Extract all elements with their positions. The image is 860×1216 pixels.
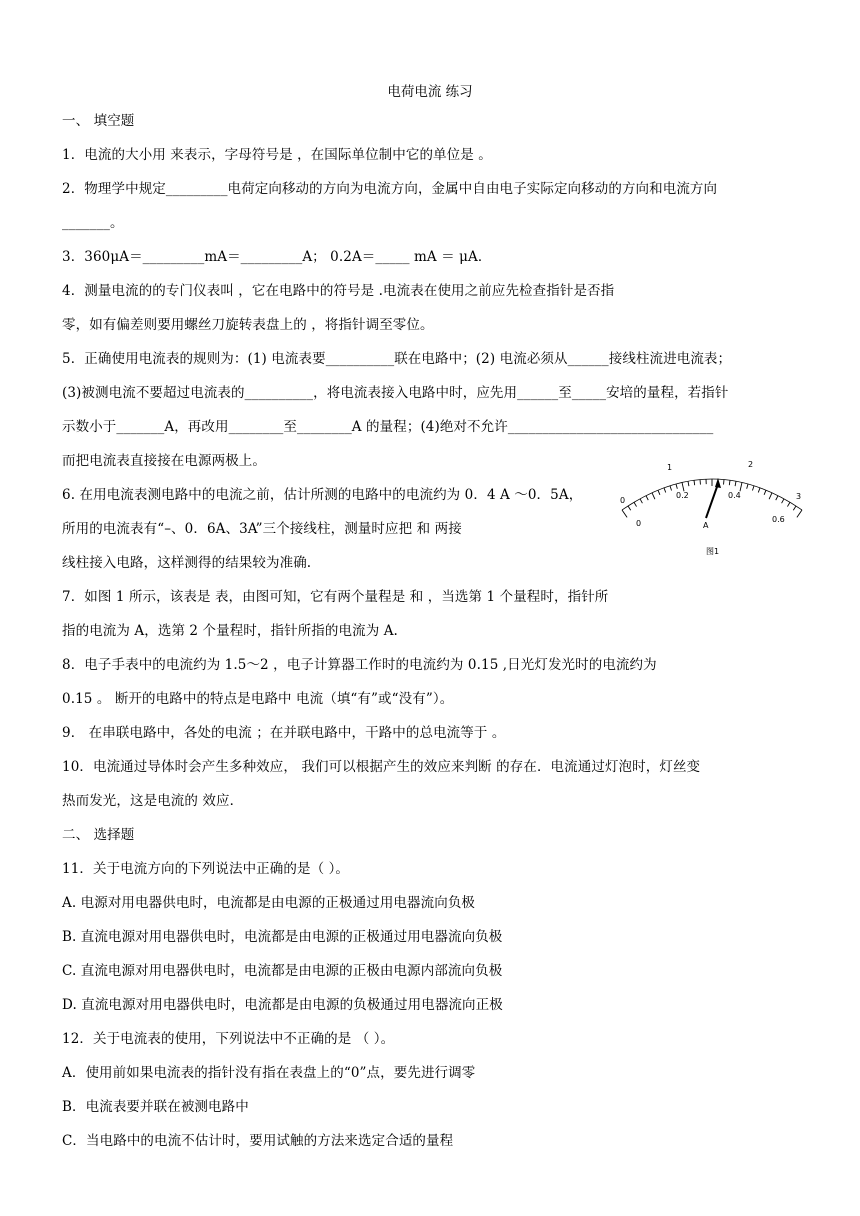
dial-tick (682, 482, 684, 491)
question-11-option-c: C. 直流电源对用电器供电时，电流都是由电源的正极由电源内部流向负极 (62, 963, 503, 979)
dial-tick (658, 490, 660, 495)
question-1: 1．电流的大小用 来表示，字母符号是 ，在国际单位制中它的单位是 。 (62, 147, 492, 163)
page-title: 电荷电流 练习 (387, 84, 473, 100)
question-10-line-1: 10．电流通过导体时会产生多种效应， 我们可以根据产生的效应来判断 的存在．电流通过灯泡时，灯丝变 (62, 759, 701, 775)
dial-tick (758, 488, 760, 493)
dial-tick (664, 488, 666, 493)
dial-tick (752, 486, 754, 491)
section-heading-choice: 二、 选择题 (62, 827, 135, 843)
unit-label: A (703, 521, 709, 530)
inner-label-0.4: 0.4 (728, 491, 741, 500)
inner-label-0.2: 0.2 (676, 491, 689, 500)
question-5-line-3: 示数小于_______A，再改用________至________A 的量程；(4)绝对不允许______________________________ (62, 419, 714, 435)
question-11-option-a: A. 电源对用电器供电时，电流都是由电源的正极通过用电器流向负极 (62, 895, 476, 911)
dial-tick (740, 482, 742, 491)
question-8-line-1: 8．电子手表中的电流约为 1.5～2 ，电子计算器工作时的电流约为 0.15 ,日光灯发光时的电流约为 (62, 657, 657, 673)
inner-label-0: 0 (636, 519, 642, 528)
outer-label-2: 2 (748, 460, 754, 469)
ammeter-dial-figure (612, 456, 812, 556)
question-3: 3．360μA＝_________mA＝_________A； 0.2A＝_____ mA ＝ μA． (62, 249, 492, 265)
dial-tick (640, 499, 642, 503)
dial-tick (769, 493, 772, 499)
dial-tick (622, 510, 627, 517)
question-7-line-1: 7．如图 1 所示，该表是 表，由图可知，它有两个量程是 和 ，当选第 1 个量程时，指针所 (62, 589, 609, 605)
question-12-option-a: A．使用前如果电流表的指针没有指在表盘上的“0”点，要先进行调零 (62, 1065, 476, 1081)
section-heading-fill-blank: 一、 填空题 (62, 113, 135, 129)
question-9: 9． 在串联电路中，各处的电流 ；在并联电路中，干路中的总电流等于 。 (62, 725, 506, 741)
dial-tick (652, 493, 655, 499)
dial-needle (706, 484, 718, 518)
outer-label-0: 0 (620, 496, 626, 505)
dial-tick (634, 502, 637, 506)
question-7-line-2: 指的电流为 A，选第 2 个量程时，指针所指的电流为 A. (62, 623, 398, 639)
question-2-line-1: 2．物理学中规定_________电荷定向移动的方向为电流方向，金属中自由电子实际定向移动的方向和电流方向 (62, 181, 718, 197)
question-8-line-2: 0.15 。 断开的电路中的特点是电路中 电流（填“有”或“没有”）。 (62, 691, 454, 707)
question-12-option-c: C．当电路中的电流不估计时，要用试触的方法来选定合适的量程 (62, 1133, 454, 1149)
question-5-line-2: (3)被测电流不要超过电流表的__________，将电流表接入电路中时，应先用______至_____安培的量程，若指针 (62, 385, 729, 401)
question-5-line-4: 而把电流表直接接在电源两极上。 (62, 453, 266, 469)
question-12-option-b: B．电流表要并联在被测电路中 (62, 1099, 249, 1115)
question-6-line-2: 所用的电流表有“–、0．6A、3A”三个接线柱，测量时应把 和 两接 (62, 521, 462, 537)
dial-tick (793, 506, 796, 510)
question-5-line-1: 5．正确使用电流表的规则为：(1) 电流表要__________联在电路中；(2) 电流必须从______接线柱流进电流表； (62, 351, 732, 367)
dial-tick (670, 486, 672, 491)
dial-tick (797, 510, 802, 517)
outer-label-1: 1 (667, 463, 673, 472)
question-6-line-3: 线柱接入电路，这样测得的结果较为准确. (62, 555, 312, 571)
inner-label-0.6: 0.6 (772, 515, 785, 524)
outer-label-3: 3 (796, 492, 802, 501)
dial-tick (764, 490, 766, 495)
question-11-option-b: B. 直流电源对用电器供电时，电流都是由电源的正极通过用电器流向负极 (62, 929, 503, 945)
dial-tick (646, 496, 648, 500)
dial-tick (735, 481, 736, 486)
question-11-option-d: D. 直流电源对用电器供电时，电流都是由电源的负极通过用电器流向正极 (62, 997, 503, 1013)
dial-tick (676, 484, 677, 489)
question-6-line-1: 6. 在用电流表测电路中的电流之前，估计所测的电路中的电流约为 0．4 A ～0．5A， (62, 487, 583, 503)
dial-tick (729, 480, 730, 485)
dial-tick (747, 484, 748, 489)
dial-tick (782, 499, 784, 503)
question-2-line-2: _______。 (62, 215, 124, 231)
question-11: 11．关于电流方向的下列说法中正确的是（ ）。 (62, 861, 350, 877)
question-12: 12．关于电流表的使用，下列说法中不正确的是 （ ）。 (62, 1031, 395, 1047)
dial-tick (628, 506, 631, 510)
question-4-line-2: 零，如有偏差则要用螺丝刀旋转表盘上的 ，将指针调至零位。 (62, 317, 434, 333)
dial-tick (776, 496, 778, 500)
dial-tick (787, 502, 790, 506)
question-4-line-1: 4．测量电流的的专门仪表叫 ，它在电路中的符号是 .电流表在使用之前应先检查指针是否指 (62, 283, 615, 299)
question-10-line-2: 热而发光，这是电流的 效应． (62, 793, 244, 809)
figure-caption: 图1 (706, 547, 720, 556)
dial-tick (694, 480, 695, 485)
dial-tick (688, 481, 689, 486)
